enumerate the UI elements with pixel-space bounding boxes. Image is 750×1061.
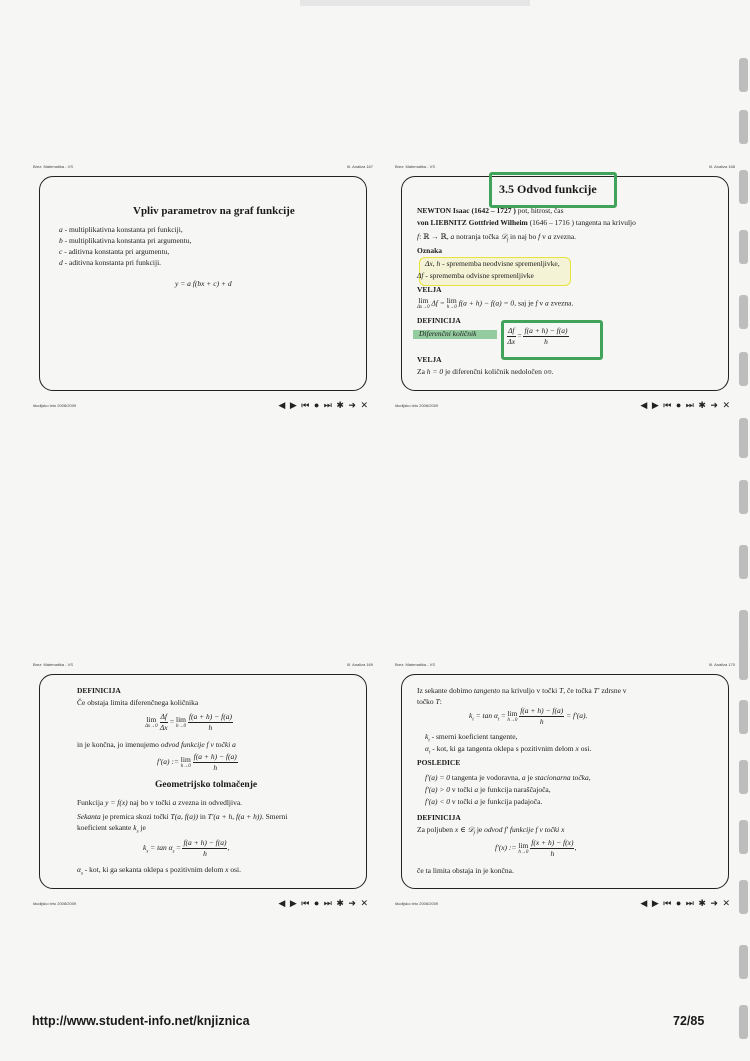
posledica-2: f′(a) > 0 v točki a je funkcija naraščajoča, xyxy=(425,785,551,794)
tangent-slope: $k_t = \tan \alpha_t = \lim$ h→0 $\frac{f(a + h) - f(a)}{h}$ = f′(a). xyxy=(469,706,588,726)
binder-strip xyxy=(736,0,750,1061)
slide-168 xyxy=(395,162,735,417)
def-line-1: Za poljuben x ∈ 𝒟$_f$ je odvod f′ funkcije f v točki x xyxy=(417,825,565,837)
slide-title: Vpliv parametrov na graf funkcije xyxy=(133,205,295,217)
derivative-fx: f′(x) := lim h→0 $\frac{f(x + h) - f(x)}{h}$ , xyxy=(495,838,577,858)
alpha-desc: $\alpha_t$ - kot, ki ga tangenta oklepa s pozitivnim delom x osi. xyxy=(425,744,592,756)
oznaka-2: Δf - sprememba odvisne spremenljivke xyxy=(417,271,534,280)
param-c: c - aditivna konstanta pri argumentu, xyxy=(59,247,170,256)
slide-header-right: III. Analiza 170 xyxy=(708,662,735,667)
geo-line-1: Funkcija y = f(x) naj bo v točki a zvezna in odvedljiva. xyxy=(77,798,243,807)
tangent-line-2: točko T: xyxy=(417,697,442,706)
slide-nav-controls[interactable]: ◀ ▶ ⏮ ● ⏭ ✱ ➜ ✕ xyxy=(640,898,731,908)
label-definicija: DEFINICIJA xyxy=(77,686,121,695)
slide-header-right: III. Analiza 167 xyxy=(346,164,373,169)
slide-nav-controls[interactable]: ◀ ▶ ⏮ ● ⏭ ✱ ➜ ✕ xyxy=(640,400,731,410)
posledica-1: f′(a) = 0 tangenta je vodoravna, a je stacionarna točka, xyxy=(425,773,591,782)
param-a: a - multiplikativna konstanta pri funkciji, xyxy=(59,225,183,234)
page-number: 72/85 xyxy=(673,1014,705,1028)
label-velja: VELJA xyxy=(417,285,442,294)
slide-169 xyxy=(33,660,373,915)
scan-edge-shadow xyxy=(300,0,530,6)
footer-year: študijsko leto 2008/2009 xyxy=(395,403,439,408)
line-leibnitz: von LIEBNITZ Gottfried Wilheim (1646 – 1716 ) tangenta na krivuljo xyxy=(417,218,636,227)
param-d: d - aditivna konstanta pri funkciji. xyxy=(59,258,162,267)
secant-slope: $k_s = \tan \alpha_s$ = $\frac{f(a + h) - f(a)}{h}$ , xyxy=(143,838,230,858)
slide-nav-controls[interactable]: ◀ ▶ ⏮ ● ⏭ ✱ ➜ ✕ xyxy=(278,898,369,908)
velja-2-text: Za h = 0 je diferenčni količnik nedoločen 0/0. xyxy=(417,367,554,376)
label-velja-2: VELJA xyxy=(417,355,442,364)
slide-nav-controls[interactable]: ◀ ▶ ⏮ ● ⏭ ✱ ➜ ✕ xyxy=(278,400,369,410)
line-newton: NEWTON Isaac (1642 – 1727 ) pot, hitrost, čas xyxy=(417,206,564,215)
footer-year: študijsko leto 2008/2009 xyxy=(33,403,77,408)
slide-170 xyxy=(395,660,735,915)
slide-header-left: Brez: Matematika - VS xyxy=(395,164,436,169)
def-term: Diferenčni količnik xyxy=(419,329,477,338)
velja-limit: lim Δx→0 Δf = lim h→0 f(a + h) − f(a) = 0, saj je f v a zvezna. xyxy=(417,296,574,310)
slide-header-right: III. Analiza 169 xyxy=(346,662,373,667)
source-url-link[interactable]: http://www.student-info.net/knjiznica xyxy=(32,1014,250,1028)
label-definicija: DEFINICIJA xyxy=(417,813,461,822)
formula: y = a f(bx + c) + d xyxy=(175,279,232,288)
footer-year: študijsko leto 2008/2009 xyxy=(33,901,77,906)
def-line-2: če ta limita obstaja in je končna. xyxy=(417,866,514,875)
oznaka-1: Δx, h - sprememba neodvisne spremenljivke, xyxy=(425,259,560,268)
slide-title: 3.5 Odvod funkcije xyxy=(499,182,597,196)
slide-header-right: III. Analiza 168 xyxy=(708,164,735,169)
diff-quotient: $\frac{\Delta f}{\Delta x}$ = $\frac{f(a + h) - f(a)}{h}$ xyxy=(507,326,568,346)
footer-year: študijsko leto 2008/2009 xyxy=(395,901,439,906)
def-line-2: in je končna, jo imenujemo odvod funkcije f v točki a xyxy=(77,740,236,749)
slide-header-left: Brez: Matematika - VS xyxy=(395,662,436,667)
limit-quotient: lim Δx→0 $\frac{\Delta f}{\Delta x}$ = lim h→0 $\frac{f(a + h) - f(a)}{h}$ xyxy=(145,712,232,732)
label-definicija: DEFINICIJA xyxy=(417,316,461,325)
slide-header-left: Brez: Matematika - VS xyxy=(33,164,74,169)
derivative-def: f′(a) := lim h→0 $\frac{f(a + h) - f(a)}{h}$ xyxy=(157,752,237,772)
param-b: b - multiplikativna konstanta pri argumentu, xyxy=(59,236,192,245)
label-posledice: POSLEDICE xyxy=(417,758,461,767)
line-function: f: ℝ → ℝ, a notranja točka 𝒟$_f$ in naj bo f v a zvezna. xyxy=(417,232,577,244)
slide-header-left: Brez: Matematika - VS xyxy=(33,662,74,667)
tangent-line-1: Iz sekante dobimo tangento na krivuljo v točki T, če točka T′ zdrsne v xyxy=(417,686,627,695)
section-title: Geometrijsko tolmačenje xyxy=(155,780,258,790)
geo-line-4: $\alpha_s$ - kot, ki ga sekanta oklepa s pozitivnim delom x osi. xyxy=(77,865,242,877)
slide-167 xyxy=(33,162,373,417)
geo-line-3: koeficient sekante $k_s$ je xyxy=(77,823,146,835)
posledica-3: f′(a) < 0 v točki a je funkcija padajoča. xyxy=(425,797,543,806)
geo-line-2: Sekanta je premica skozi točki T(a, f(a)) in T′(a + h, f(a + h)). Smerni xyxy=(77,812,288,821)
label-oznaka: Oznaka xyxy=(417,246,443,255)
kt-desc: $k_t$ - smerni koeficient tangente, xyxy=(425,732,518,744)
def-line-1: Če obstaja limita diferenčnega količnika xyxy=(77,698,199,707)
